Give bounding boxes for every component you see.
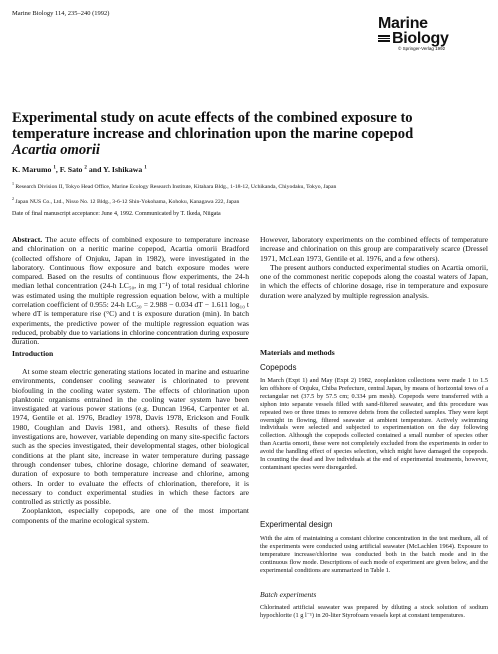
affiliation-1: $^1$ Research Division II, Tokyo Head Office, Marine Ecology Research Institute, Kitahara Bldg., 1-18-12, Uchikanda, Chiyodaku, Tokyo, Japan <box>12 181 337 190</box>
section-divider <box>12 338 248 339</box>
intro-paragraph: Zooplankton, especially copepods, are one of the most important components of the marine ecological system. <box>12 506 249 525</box>
author: K. Marumo <box>12 165 52 174</box>
acceptance-date-line: Date of final manuscript acceptance: June 4, 1992. Communicated by T. Ikeda, Niigata <box>12 211 221 217</box>
introduction-body <box>12 367 249 525</box>
right-intro-body <box>260 235 488 300</box>
methods-heading: Materials and methods <box>260 348 335 357</box>
introduction-heading: Introduction <box>12 349 54 358</box>
affiliation-2: $^2$ Japan NUS Co., Ltd., Nisso No. 12 Bldg., 3-6-12 Shin-Yokohama, Kohoku, Kanagawa 222, Japan <box>12 196 240 205</box>
batch-text: Chlorinated artificial seawater was prepared by diluting a stock solution of sodium hypochlorite (1 g l⁻¹) in 20-liter Styrofoam vessels kept at constant temperatures. <box>260 604 488 619</box>
logo-word-biology: Biology <box>392 30 449 47</box>
author-sup: 1 <box>144 165 147 171</box>
abstract-label: Abstract. <box>12 235 43 244</box>
journal-logo <box>378 16 458 51</box>
paper-title <box>12 110 432 158</box>
abstract <box>12 235 249 347</box>
author-list: K. Marumo $^1$, F. Sato $^2$ and Y. Ishikawa $^1$ <box>12 165 147 174</box>
intro-paragraph: However, laboratory experiments on the combined effects of temperature increase and chlorination on this group are comparatively scarce (Dressel 1971, McLean 1973, Gentile et al. 1976, and a few others). <box>260 235 488 263</box>
author-sup: 1 <box>53 165 56 171</box>
intro-paragraph: At some steam electric generating stations located in marine and estuarine environments, condenser cooling seawater is chlorinated to prevent biofouling in the cooling water system. The effects of chlorination upon planktonic organisms entrained in the cooling water system have been investigated at various power stations (e.g. Duncan 1964, Carpenter et al. 1974, Gentile et al. 1976, Bradley 1978, Davis 1978, Erickson and Foulk 1980, Coughlan and Davis 1981, and others). Results of these field investigations are, however, variable depending on many site-specific factors such as the species investigated, their developmental stages, other biological conditions at the plant site, increase in water temperature during passage through condenser tubes, chlorine dosage, chlorine demand of seawater, duration of exposure to both temperature increase and chlorine, among others. In order to evaluate the effects of chlorination, therefore, it is necessary to conduct experimental studies in which these factors are controlled as strictly as possible. <box>12 367 249 507</box>
intro-paragraph: The present authors conducted experimental studies on Acartia omorii, one of the commonest neritic copepods along the coastal waters of Japan, in which the effects of chlorine dosage, rise in temperature and exposure duration were analyzed by multiple regression analysis. <box>260 262 488 300</box>
logo-bars-icon <box>378 35 390 41</box>
author: F. Sato <box>59 165 83 174</box>
title-main: Experimental study on acute effects of the combined exposure to temperature increase and chlorination upon the marine copepod <box>12 110 414 142</box>
design-text: With the aim of maintaining a constant chlorine concentration in the test medium, all of the experiments were conducted using artificial seawater (McLachlen 1964). Exposure to temperature increase/chlorine was conducted both in the batch mode and in the continuous flow mode. Descriptions of each mode of experiment are given below, and the experimental conditions are summarized in Table 1. <box>260 535 488 574</box>
design-heading: Experimental design <box>260 520 333 529</box>
copepods-heading: Copepods <box>260 363 297 372</box>
abstract-text: The acute effects of combined exposure to temperature increase and chlorination on a neritic marine copepod, Acartia omorii Bradford (collected offshore of Onjuku, Japan in 1982), were investigated in the laboratory. Continuous flow exposure and batch exposure modes were compared. Based on the results of continuous flow experiments, the 24-h median lethal concentration (24-h LC₅₀, in mg l⁻¹) of total residual chlorine was estimated using the multiple regression equation below, with a multiple correlation coefficient of 0.955: 24-h LC₅₀ = 2.988 − 0.034 dT − 1.611 log₁₀ t where dT is temperature rise (°C) and t is exposure duration (min). In batch experiments, the predictive power of the multiple regression equation was reduced, probably due to variations in chlorine concentration during exposure duration. <box>12 235 249 347</box>
title-species: Acartia omorii <box>12 142 100 158</box>
author-sup: 2 <box>84 165 87 171</box>
author: Y. Ishikawa <box>103 165 143 174</box>
journal-reference: Marine Biology 114, 235–240 (1992) <box>12 10 110 17</box>
logo-word-marine: Marine <box>378 15 428 32</box>
batch-heading: Batch experiments <box>260 590 317 599</box>
logo-copyright: © Springer-Verlag 1992 <box>398 46 446 51</box>
copepods-text: In March (Expt 1) and May (Expt 2) 1982, zooplankton collections were made 1 to 1.5 km offshore of Onjuku, Chiba Prefecture, central Japan, by means of horizontal tows of a rectangular net (37.5 by 57.5 cm; 0.334 µm mesh). Copepods were transferred with a siphon into separate vessels filled with sand-filtered seawater, and this procedure was repeated two or three times to remove debris from the collected samples. They were kept overnight in flowing, filtered seawater at ambient temperature. Actively swimming individuals were selected and subjected to experimentation on the day following collection. Although the copepods collected contained a small number of species other than Acartia omorii, these were not completely excluded from the experiments in order to avoid the handling effect of species selection, which might have damaged the copepods. In counting the dead and live individuals at the end of experimental treatments, however, contaminant species were disregarded. <box>260 377 488 471</box>
